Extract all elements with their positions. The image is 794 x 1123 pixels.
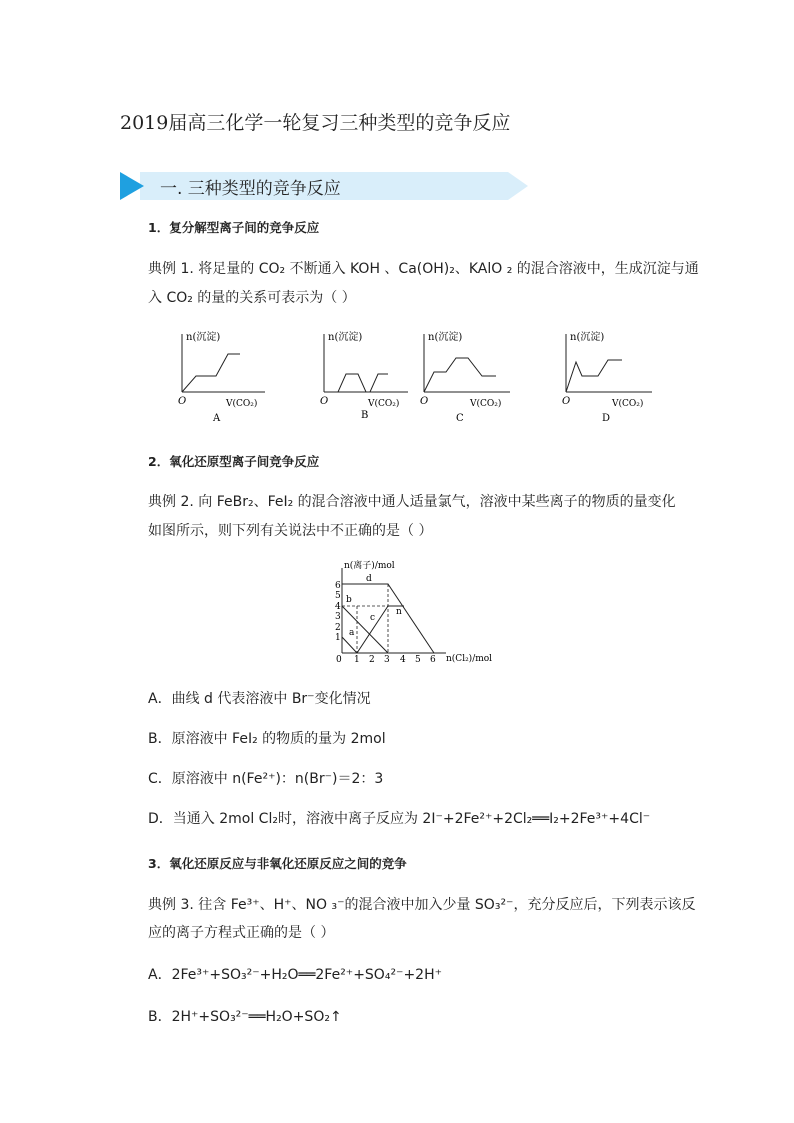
page-title: 2019届高三化学一轮复习三种类型的竞争反应: [120, 112, 511, 134]
ion-label-c: c: [370, 613, 376, 623]
ion-label-b: b: [346, 595, 352, 605]
ion-chart-xtick-4: 4: [400, 655, 406, 665]
topic3-option-a[interactable]: A．2Fe³⁺+SO₃²⁻+H₂O══2Fe²⁺+SO₄²⁻+2H⁺: [148, 967, 442, 983]
ion-chart-ytick-1: 1: [335, 633, 341, 643]
ion-chart: [322, 560, 492, 670]
graph-d-ylabel: n(沉淀): [570, 332, 605, 343]
topic2-line1: 典例 2. 向 FeBr₂、FeI₂ 的混合溶液中通人适量氯气，溶液中某些离子的物质的量变化: [148, 494, 676, 510]
graph-b-origin: O: [320, 396, 329, 407]
ion-chart-xtick-3: 3: [384, 655, 390, 665]
graph-c-curve: [424, 358, 496, 392]
ion-label-n: n: [396, 607, 402, 617]
topic3-heading: 3．氧化还原反应与非氧化还原反应之间的竞争: [148, 856, 407, 871]
graph-b-letter: B: [361, 410, 369, 421]
graph-b-xlabel: V(CO₂): [368, 399, 400, 409]
graph-c-origin: O: [420, 396, 429, 407]
graph-a-origin: O: [178, 396, 187, 407]
topic3-line1: 典例 3. 往含 Fe³⁺、H⁺、NO ₃⁻的混合液中加入少量 SO₃²⁻，充分反应后，下列表示该反: [148, 897, 696, 913]
topic2-option-b[interactable]: B．原溶液中 FeI₂ 的物质的量为 2mol: [148, 731, 386, 747]
ion-chart-xtick-1: 1: [354, 655, 360, 665]
ion-chart-xlabel: n(Cl₂)/mol: [446, 654, 492, 664]
topic1-heading: 1．复分解型离子间的竞争反应: [148, 220, 320, 235]
graph-a-curve: [182, 354, 240, 392]
graph-d: [552, 328, 662, 426]
graph-b-ylabel: n(沉淀): [328, 332, 363, 343]
ion-label-d: d: [366, 574, 372, 584]
ion-label-a: a: [349, 628, 355, 638]
graph-d-xlabel: V(CO₂): [612, 399, 644, 409]
graph-c-xlabel: V(CO₂): [470, 399, 502, 409]
graph-a: [160, 328, 270, 426]
ion-chart-xtick-5: 5: [415, 655, 421, 665]
ion-chart-ytick-6: 6: [335, 581, 341, 591]
ion-chart-xtick-2: 2: [369, 655, 375, 665]
section-banner: [118, 170, 528, 202]
topic2-option-c[interactable]: C．原溶液中 n(Fe²⁺)：n(Br⁻)＝2：3: [148, 771, 384, 787]
graph-b-curve: [324, 374, 388, 392]
topic1-line2: 入 CO₂ 的量的关系可表示为（ ）: [148, 290, 356, 306]
graph-c-letter: C: [456, 413, 464, 424]
topic2-line2: 如图所示，则下列有关说法中不正确的是（ ）: [148, 523, 433, 539]
graph-c: [410, 328, 520, 426]
topic2-option-a[interactable]: A．曲线 d 代表溶液中 Br⁻变化情况: [148, 691, 371, 707]
topic2-heading: 2．氧化还原型离子间竞争反应: [148, 454, 320, 469]
ion-curve-a: [342, 637, 357, 653]
graph-a-xlabel: V(CO₂): [226, 399, 258, 409]
topic3-line2: 应的离子方程式正确的是（ ）: [148, 925, 335, 941]
ion-chart-xtick-6: 6: [430, 655, 436, 665]
graph-d-curve: [566, 360, 622, 392]
graph-d-origin: O: [562, 396, 571, 407]
ion-chart-ytick-3: 3: [335, 612, 341, 622]
graph-d-letter: D: [602, 413, 611, 424]
topic2-option-d[interactable]: D．当通入 2mol Cl₂时，溶液中离子反应为 2I⁻+2Fe²⁺+2Cl₂══I₂+2Fe³⁺+4Cl⁻: [148, 811, 651, 827]
topic1-line1: 典例 1. 将足量的 CO₂ 不断通入 KOH 、Ca(OH)₂、KAlO ₂ 的混合溶液中，生成沉淀与通: [148, 261, 699, 277]
topic3-option-b[interactable]: B．2H⁺+SO₃²⁻══H₂O+SO₂↑: [148, 1009, 342, 1025]
graph-a-letter: A: [213, 413, 221, 424]
ion-chart-ylabel: n(离子)/mol: [344, 561, 395, 571]
ion-chart-ytick-5: 5: [335, 591, 341, 601]
ion-chart-ytick-2: 2: [335, 623, 341, 633]
graph-a-ylabel: n(沉淀): [186, 332, 221, 343]
graph-b: [304, 328, 414, 426]
section-title: 一. 三种类型的竞争反应: [160, 179, 341, 199]
graph-c-ylabel: n(沉淀): [428, 332, 463, 343]
ion-chart-origin: 0: [336, 655, 342, 665]
ion-chart-ytick-4: 4: [335, 602, 341, 612]
